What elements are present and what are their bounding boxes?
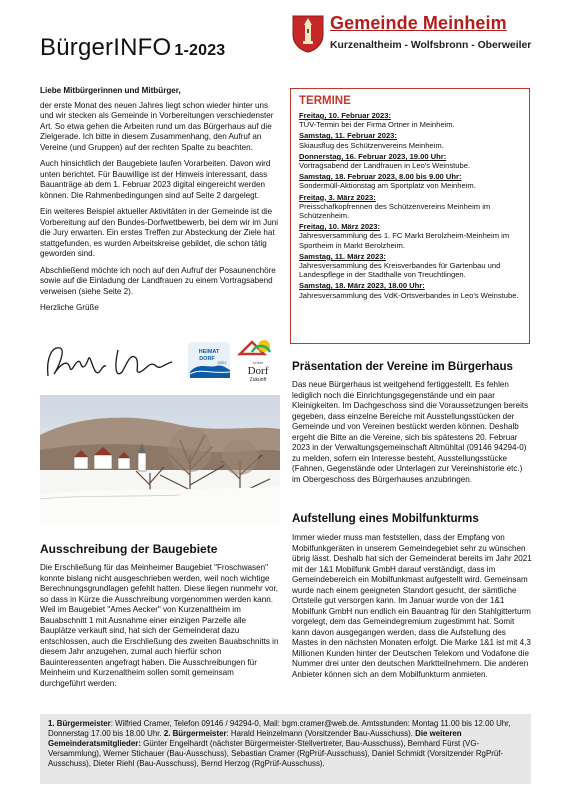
termine-box: [290, 88, 530, 344]
baugebiete-text: Die Erschließung für das Meinheimer Baugebiet "Froschwasen" konnte bislang nicht ausgeschrieben werden, weil noch wichtige Berechnungsgrundlagen gefehlt hatten. Diese liegen nunmehr vor, so dass in Kürze die Ausschreibung vorgenommen werden kann. Weil im Baugebiet "Ames Aecker" von Kurzenaltheim im Bauabschnitt 1 mit Ausnahme einer einzigen Parzelle alle Bauplätze verkauft sind, hat sich der Gemeinderat dazu entschlossen, auch die Erschließung des zweiten Bauabschnitts in diesem Jahr anzugehen, zumal auch hierfür schon Bauinteressenten angefragt haben. Die Ausschreibungen für Meinheim und Kurzenaltheim sollen somit gemeinsam durchgeführt werden.: [40, 563, 279, 688]
termin-text: TÜV-Termin bei der Firma Ortner in Meinheim.: [299, 120, 455, 130]
termin-item: [299, 222, 521, 250]
intro-paragraph-4: Abschließend möchte ich noch auf den Aufruf der Posaunenchöre sowie auf die Einladung der Landfrauen zu einem Vortragsabend verweisen (siehe Seite 2).: [40, 265, 276, 296]
title-text: BürgerINFO: [40, 34, 172, 61]
svg-text:HEIMAT: HEIMAT: [198, 349, 220, 355]
termin-date: Samstag, 11. März 2023:: [299, 251, 386, 261]
footer-buergermeister-2-text: : Harald Heinzelmann (Vorsitzender Bau-Ausschuss).: [226, 729, 416, 738]
heimat-dorf-logo: [186, 340, 232, 380]
termin-date: Samstag, 18. März 2023, 18.00 Uhr:: [299, 281, 425, 291]
unser-dorf-hat-zukunft-logo: [230, 334, 282, 384]
closing: Herzliche Grüße: [40, 303, 99, 312]
termin-date: Samstag, 11. Februar 2023:: [299, 131, 397, 141]
footer-gemeinderat-label: Die weiteren Gemeinderatsmitglieder:: [48, 729, 462, 748]
intro-paragraph-1: der erste Monat des neuen Jahres liegt schon wieder hinter uns und wir stecken als Gemeinde in Vorbereitungen verschiedenster Art. So etwa gehen die Arbeiten rund um das Bürgerhaus auf die Zielgerade. Ich bitte in diesem Zusammenhang, den Aufruf an Vereine (und Gruppen) auf der rechten Spalte zu beachten.: [40, 100, 274, 152]
mobilfunk-heading: Aufstellung eines Mobilfunkturms: [292, 512, 479, 525]
svg-text:DORF: DORF: [199, 356, 215, 362]
svg-text:Zukunft: Zukunft: [249, 377, 267, 383]
footer-buergermeister-1-text: : Wilfried Cramer, Telefon 09146 / 94294-0, Mail: bgm.cramer@web.de. Amtsstunden: Montag 11.00 bis 12.00 Uhr, Donnerstag 17.00 bis 18.00 Uhr.: [48, 719, 511, 738]
svg-text:2021: 2021: [217, 360, 227, 365]
termin-item: [299, 111, 521, 129]
signature-image: [40, 338, 180, 384]
termin-text: Sondermüll-Aktionstag am Sportplatz von Meinheim.: [299, 181, 476, 191]
svg-text:Unser: Unser: [252, 360, 264, 365]
termin-text: Jahresversammlung des VdK-Ortsverbandes in Leo's Weinstube.: [299, 290, 519, 300]
termin-date: Freitag, 3. März 2023:: [299, 192, 376, 202]
termin-item: [299, 281, 521, 299]
intro-paragraph-2: Auch hinsichtlich der Baugebiete laufen Vorarbeiten. Davon wird unten berichtet. Für Bauwillige ist der Hinweis interessant, dass Bauanträge ab dem 1. Februar 2023 digital eingereicht werden können. Die Rahmenbedingungen sind auf Seite 2 dargelegt.: [40, 159, 271, 200]
greeting: Liebe Mitbürgerinnen und Mitbürger,: [40, 86, 181, 95]
termin-item: [299, 152, 521, 170]
mobilfunk-text: Immer wieder muss man feststellen, dass der Empfang von Mobilfunkgeräten in unserem Gemeindegebiet sehr zu wünschen übrig lässt. Deshalb hat sich der Gemeinderat bereits im Jahr 2021 mit der 1&1 Mobilfunk GmbH darauf verständigt, dass im Gemeindebereich ein Mobilfunkmast aufgestellt wird. Gemeinsam wurde nach einem geeigneten Standort gesucht, der sämtliche Ortsteile gut versorgen kann. Im Januar wurde von der 1&1 Mobilfunk GmbH nun endlich ein Bauantrag für den Stahlgitterturm vorgelegt, dem das Gemeindegremium zugestimmt hat. Somit kann davon ausgegangen werden, dass die Aufstellung des Mastes in den nächsten Monaten erfolgt. Die Marke 1&1 ist mit 4,3 Millionen Kunden hinter der Deutschen Telekom und Vodafone die Nummer drei unter den deutschen Marktteilnehmern. Die anderen Anbieter können sich an dem Mobilfunkturm anmieten.: [292, 533, 532, 679]
termin-text: Jahresversammlung des Kreisverbandes für Gartenbau und Landespflege in der Stadthalle von Treuchtlingen.: [299, 261, 501, 280]
winter-village-photo: [40, 395, 280, 525]
svg-text:Dorf: Dorf: [247, 365, 269, 377]
praesentation-text: Das neue Bürgerhaus ist weitgehend fertiggestellt. Es fehlen lediglich noch die Einrichtungsgegenstände und ein paar Kleinigkeiten. Im Dachgeschoss sind die Voraussetzungen bereits gegeben, dass einzelne Bereiche mit Ausstellungsstücken der Gemeinde und von Vereinen bestückt werden können. Deshalb ergeht die Bitte an die Vereine, sich bis spätestens 20. Februar 2023 in der Verwaltungsgemeinschaft Altmühltal (09146 94294-0) zu melden, sofern ein Interesse besteht, Ausstellungsstücke (Fahnen, Gegenstände oder Unterlagen zur Vereinshistorie etc.) im Obergeschoss des Bürgerhauses anzubringen.: [292, 380, 529, 484]
termin-item: [299, 131, 521, 149]
page-title: [40, 34, 225, 62]
termin-text: Preisschafkopfrennen des Schützenvereins Meinheim im Schützenheim.: [299, 201, 491, 221]
termine-heading: TERMINE: [299, 95, 351, 107]
gemeinde-ortsteile: Kurzenaltheim - Wolfsbronn - Oberweiler: [330, 40, 532, 51]
footer-buergermeister-1-label: 1. Bürgermeister: [48, 719, 111, 728]
termin-date: Samstag, 18. Februar 2023, 8.00 bis 9.00 Uhr:: [299, 172, 462, 182]
termin-date: Freitag, 10. März 2023:: [299, 222, 381, 232]
intro-letter: [40, 86, 280, 320]
footer-contact-box: [40, 714, 531, 784]
footer-buergermeister-2-label: 2. Bürgermeister: [163, 729, 227, 738]
termin-item: [299, 252, 521, 280]
termin-date: Freitag, 10. Februar 2023:: [299, 111, 392, 120]
termin-text: Skiausflug des Schützenvereins Meinheim.: [299, 140, 444, 150]
baugebiete-heading: Ausschreibung der Baugebiete: [40, 542, 218, 556]
intro-paragraph-3: Ein weiteres Beispiel aktueller Aktivitäten in der Gemeinde ist die Vorbereitung auf den Bundes-Dorfwettbewerb, bei dem wir im Juni die Jury erwarten. Ein erstes Treffen zur Absteckung der Ziele hat stattgefunden, es wurden Arbeitskreise gebildet, die schon tätig geworden sind.: [40, 207, 278, 258]
gemeinde-name: Gemeinde Meinheim: [330, 13, 507, 33]
issue-number: 1-2023: [174, 42, 226, 59]
termin-item: [299, 193, 521, 221]
praesentation-heading: Präsentation der Vereine im Bürgerhaus: [292, 360, 513, 373]
termin-text: Jahresversammlung des 1. FC Markt Berolzheim-Meinheim im Sportheim in Markt Berolzheim.: [299, 231, 510, 250]
footer-gemeinderat-text: Günter Engelhardt (nächster Bürgermeister-Stellvertreter, Bau-Ausschuss), Bernhard Fürst (VG-Versammlung), Werner Stichauer (Bau-Ausschuss), Sebastian Cramer (RgPrüf-Ausschuss), Daniel Schmidt (Vorsitzender RgPrüf-Ausschuss), Dieter Riehl (Bau-Ausschuss), Bernd Herzog (RgPrüf-Ausschuss).: [48, 739, 504, 768]
termin-date: Donnerstag, 16. Februar 2023, 19.00 Uhr:: [299, 151, 447, 161]
coat-of-arms-icon: [292, 15, 324, 53]
termin-text: Vortragsabend der Landfrauen in Leo's Weinstube.: [299, 161, 471, 171]
termin-item: [299, 172, 521, 190]
